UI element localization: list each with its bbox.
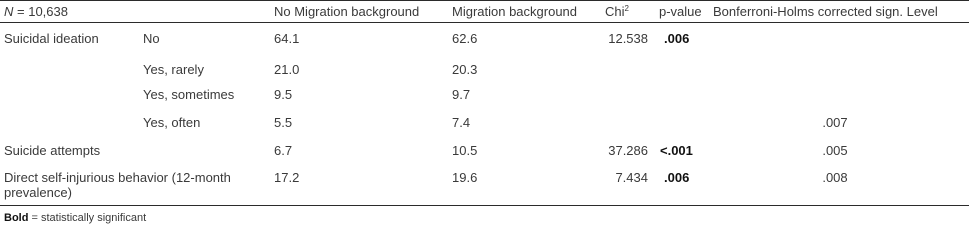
row-label-continued: prevalence) bbox=[4, 185, 72, 200]
cell-no-migration: 6.7 bbox=[274, 143, 293, 158]
row-sublabel: Yes, sometimes bbox=[143, 87, 235, 102]
cell-migration: 9.7 bbox=[452, 87, 471, 102]
row-label: Direct self-injurious behavior (12-month bbox=[4, 170, 231, 185]
cell-chi-square: 12.538 bbox=[608, 31, 648, 46]
row-label: Suicidal ideation bbox=[4, 31, 99, 46]
cell-bonferroni: .008 bbox=[822, 170, 848, 185]
row-sublabel: Yes, often bbox=[143, 115, 201, 130]
footnote: Bold = statistically significant bbox=[4, 212, 147, 224]
cell-no-migration: 64.1 bbox=[274, 31, 300, 46]
cell-migration: 62.6 bbox=[452, 31, 478, 46]
header-no-migration: No Migration background bbox=[274, 4, 420, 19]
cell-no-migration: 5.5 bbox=[274, 115, 293, 130]
header-migration: Migration background bbox=[452, 4, 578, 19]
row-sublabel: No bbox=[143, 31, 160, 46]
cell-bonferroni: .005 bbox=[822, 143, 848, 158]
cell-chi-square: 37.286 bbox=[608, 143, 648, 158]
cell-migration: 10.5 bbox=[452, 143, 478, 158]
cell-no-migration: 9.5 bbox=[274, 87, 293, 102]
cell-p-value: .006 bbox=[664, 170, 690, 185]
cell-chi-square: 7.434 bbox=[615, 170, 648, 185]
cell-migration: 20.3 bbox=[452, 62, 478, 77]
header-p-value: p-value bbox=[659, 4, 702, 19]
cell-p-value: .006 bbox=[664, 31, 690, 46]
cell-p-value: <.001 bbox=[660, 143, 693, 158]
cell-migration: 19.6 bbox=[452, 170, 478, 185]
row-label: Suicide attempts bbox=[4, 143, 101, 158]
top-rule bbox=[0, 0, 969, 1]
n-header: N = 10,638 bbox=[4, 4, 68, 19]
cell-migration: 7.4 bbox=[452, 115, 471, 130]
row-sublabel: Yes, rarely bbox=[143, 62, 204, 77]
cell-no-migration: 17.2 bbox=[274, 170, 300, 185]
bottom-rule bbox=[0, 205, 969, 206]
cell-bonferroni: .007 bbox=[822, 115, 848, 130]
header-rule bbox=[0, 22, 969, 23]
cell-no-migration: 21.0 bbox=[274, 62, 300, 77]
header-chi-square: Chi$^2$ bbox=[605, 4, 629, 19]
header-bonferroni: Bonferroni-Holms corrected sign. Level bbox=[713, 4, 938, 19]
